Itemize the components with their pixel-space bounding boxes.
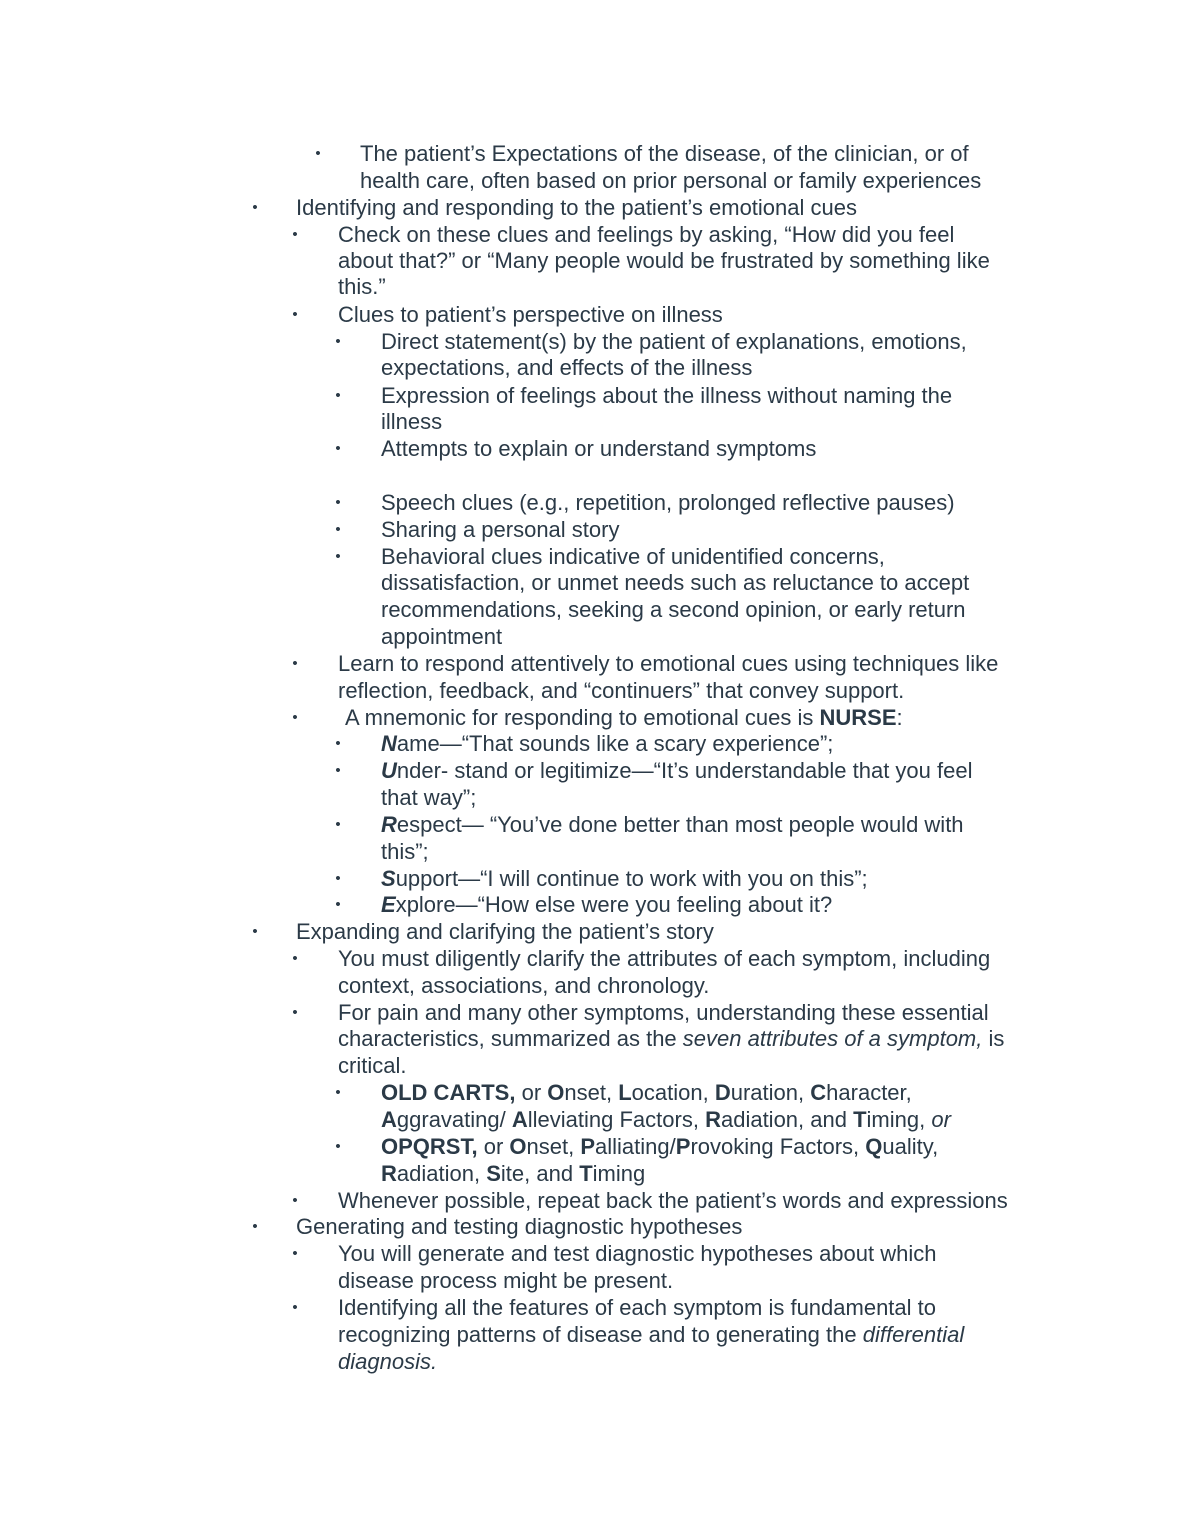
oldcarts-term: lleviating Factors, — [527, 1107, 699, 1132]
nurse-respect — [381, 812, 964, 839]
identify-line-2 — [338, 1322, 964, 1349]
expression-line-1: Expression of feelings about the illness without naming the — [381, 383, 953, 408]
speech-line: Speech clues (e.g., repetition, prolonged reflective pauses) — [381, 490, 955, 515]
opqrst-label: OPQRST, — [381, 1134, 478, 1159]
nurse-understand — [381, 758, 972, 785]
oldcarts-letter: R — [705, 1107, 721, 1132]
expectations-line-2: health care, often based on prior personal or family experiences — [360, 168, 982, 193]
opqrst-letter: R — [381, 1161, 397, 1186]
opqrst-letter: O — [509, 1134, 527, 1159]
nurse-letter-s: S — [381, 866, 396, 891]
repeat-line: Whenever possible, repeat back the patient’s words and expressions — [338, 1188, 1008, 1213]
oldcarts-or-end: or — [931, 1107, 951, 1132]
opqrst-letter: P — [580, 1134, 596, 1159]
pain-line-3: critical. — [338, 1053, 407, 1078]
nurse-respect-text: espect— “You’ve done better than most people would with — [396, 812, 964, 837]
nurse-support — [381, 866, 868, 893]
opqrst-term: uality, — [882, 1134, 939, 1159]
oldcarts-letter: C — [810, 1080, 827, 1105]
oldcarts-label: OLD CARTS, — [381, 1080, 516, 1105]
opqrst-term: adiation, — [396, 1161, 481, 1186]
opqrst-term: ite, and — [500, 1161, 574, 1186]
nurse-letter-r: R — [381, 812, 397, 837]
mnemonic-suffix: : — [896, 705, 903, 730]
check-line-3: this.” — [338, 274, 386, 299]
oldcarts-or: or — [521, 1080, 542, 1105]
pain-line-2-post: is — [988, 1026, 1005, 1051]
identify-line-1: Identifying all the features of each symptom is fundamental to — [338, 1295, 936, 1320]
opqrst-line-2 — [381, 1161, 645, 1188]
opqrst-letter: S — [486, 1161, 501, 1186]
diligent-line-1: You must diligently clarify the attributes of each symptom, including — [338, 946, 991, 971]
opqrst-line-1 — [381, 1134, 938, 1161]
opqrst-letter: T — [579, 1161, 593, 1186]
opqrst-letter: Q — [865, 1134, 883, 1159]
opqrst-term: iming — [592, 1161, 646, 1186]
learn-line-2: reflection, feedback, and “continuers” that convey support. — [338, 678, 905, 703]
behavioral-line-3: recommendations, seeking a second opinion, or early return — [381, 597, 966, 622]
nurse-letter-e: E — [381, 892, 396, 917]
opqrst-term: rovoking Factors, — [690, 1134, 860, 1159]
nurse-letter-u: U — [381, 758, 397, 783]
pain-line-2 — [338, 1026, 1004, 1053]
identify-line-3-em: diagnosis. — [338, 1349, 438, 1374]
expectations-line-1: The patient’s Expectations of the disease, of the clinician, or of — [360, 141, 969, 166]
oldcarts-term: ocation, — [631, 1080, 709, 1105]
document-page: • The patient’s Expectations of the disease, of the clinician, or of health care, often based on prior personal or family experiences • Identifying and responding to the patient’s emotional cues • Check on these clues and feelings by asking, “How did you feel about that?” or “Many people would be frustrated by something like this.” • Clues to patient’s perspective on illness • Direct statement(s) by the patient of explanations, emotions, expectations, and effects of the illness • Expression of feelings about the illness without naming the illness • Attempts to explain or understand symptoms • Speech clues (e.g., repetition, prolonged reflective pauses) • Sharing a personal story • Behavioral clues indicative of unidentified concerns, dissatisfaction, or unmet needs such as reluctance to accept recommendations, seeking a second opinion, or early return appointment • Learn to respond attentively to emotional cues using techniques like reflection, feedback, and “continuers” that convey support. • A mnemonic for responding to emotional cues is NURSE: • Name—“That sounds like a scary experience”; • Under- stand or legitimize—“It’s understandable that you feel that way”; • Respect— “You’ve done better than most people would with this”; • Support—“I will continue to work with you on this”; • Explore—“How else were you feeling about it? • Expanding and clarifying the patient’s story • You must diligently clarify the attributes of each symptom, including context, associations, and chronology. • For pain and many other symptoms, understanding these essential characteristics, summarized as the seven attributes of a symptom, is critical. • OLD CARTS, or Onset, Location, Duration, Character, Aggravating/ Alleviating Factors, Radiation, and Timing, or • OPQRST, or Onset, Palliating/Provoking Factors, Quality, Radiation, Site, and Timing • Whenever possible, repeat back the patient’s words and expressions • Generating and testing diagnostic hypotheses • You will generate and test diagnostic hypotheses about which disease process might be present. • Identifying all the features of each symptom is fundamental to recognizing patterns of disease and to generating the differential diagnosis. — [252, 141, 1008, 1374]
direct-line-1: Direct statement(s) by the patient of explanations, emotions, — [381, 329, 967, 354]
attempts-line: Attempts to explain or understand symptoms — [381, 436, 817, 461]
oldcarts-term: uration, — [730, 1080, 805, 1105]
oldcarts-term: iming, — [866, 1107, 926, 1132]
oldcarts-letter: D — [714, 1080, 731, 1105]
pain-line-2-em: seven attributes of a symptom, — [682, 1026, 983, 1051]
clues-heading: Clues to patient’s perspective on illness — [338, 302, 723, 327]
identify-line-3 — [338, 1349, 437, 1376]
oldcarts-term: haracter, — [826, 1080, 912, 1105]
oldcarts-letter: A — [381, 1107, 397, 1132]
nurse-respect-line-2: this”; — [381, 839, 429, 864]
opqrst-term: nset, — [526, 1134, 575, 1159]
direct-line-2: expectations, and effects of the illness — [381, 355, 753, 380]
pain-line-2-pre: characteristics, summarized as the — [338, 1026, 677, 1051]
sharing-line: Sharing a personal story — [381, 517, 620, 542]
oldcarts-letter: L — [618, 1080, 632, 1105]
nurse-explore — [381, 892, 832, 919]
mnemonic-prefix: A mnemonic for responding to emotional cues is — [345, 705, 814, 730]
emotional-cues-heading: Identifying and responding to the patient’s emotional cues — [296, 195, 857, 220]
nurse-name-text: ame—“That sounds like a scary experience”; — [396, 731, 834, 756]
oldcarts-letter: O — [547, 1080, 565, 1105]
generating-heading: Generating and testing diagnostic hypotheses — [296, 1214, 743, 1239]
nurse-understand-text: nder- stand or legitimize—“It’s understandable that you feel — [396, 758, 973, 783]
check-line-1: Check on these clues and feelings by asking, “How did you feel — [338, 222, 955, 247]
oldcarts-letter: A — [511, 1107, 528, 1132]
diligent-line-2: context, associations, and chronology. — [338, 973, 710, 998]
opqrst-letter: P — [675, 1134, 691, 1159]
mnemonic-line — [345, 705, 903, 732]
nurse-understand-line-2: that way”; — [381, 785, 477, 810]
oldcarts-line-1 — [381, 1080, 912, 1107]
oldcarts-term: adiation, and — [720, 1107, 847, 1132]
behavioral-line-1: Behavioral clues indicative of unidentified concerns, — [381, 544, 885, 569]
oldcarts-letter: T — [853, 1107, 867, 1132]
behavioral-line-2: dissatisfaction, or unmet needs such as reluctance to accept — [381, 570, 970, 595]
oldcarts-term: nset, — [564, 1080, 613, 1105]
behavioral-line-4: appointment — [381, 624, 503, 649]
mnemonic-word: NURSE — [819, 705, 897, 730]
nurse-support-text: upport—“I will continue to work with you on this”; — [395, 866, 868, 891]
opqrst-term: alliating/ — [595, 1134, 676, 1159]
oldcarts-line-2 — [381, 1107, 951, 1134]
generate-line-2: disease process might be present. — [338, 1268, 674, 1293]
nurse-name — [381, 731, 833, 758]
generate-line-1: You will generate and test diagnostic hypotheses about which — [338, 1241, 937, 1266]
identify-line-2-em: differential — [862, 1322, 965, 1347]
expression-line-2: illness — [381, 409, 443, 434]
identify-line-2-pre: recognizing patterns of disease and to generating the — [338, 1322, 857, 1347]
expanding-heading: Expanding and clarifying the patient’s story — [296, 919, 714, 944]
opqrst-or: or — [483, 1134, 504, 1159]
check-line-2: about that?” or “Many people would be frustrated by something like — [338, 248, 990, 273]
learn-line-1: Learn to respond attentively to emotional cues using techniques like — [338, 651, 999, 676]
nurse-letter-n: N — [381, 731, 397, 756]
nurse-explore-text: xplore—“How else were you feeling about it? — [395, 892, 833, 917]
pain-line-1: For pain and many other symptoms, understanding these essential — [338, 1000, 989, 1025]
oldcarts-term: ggravating/ — [396, 1107, 506, 1132]
